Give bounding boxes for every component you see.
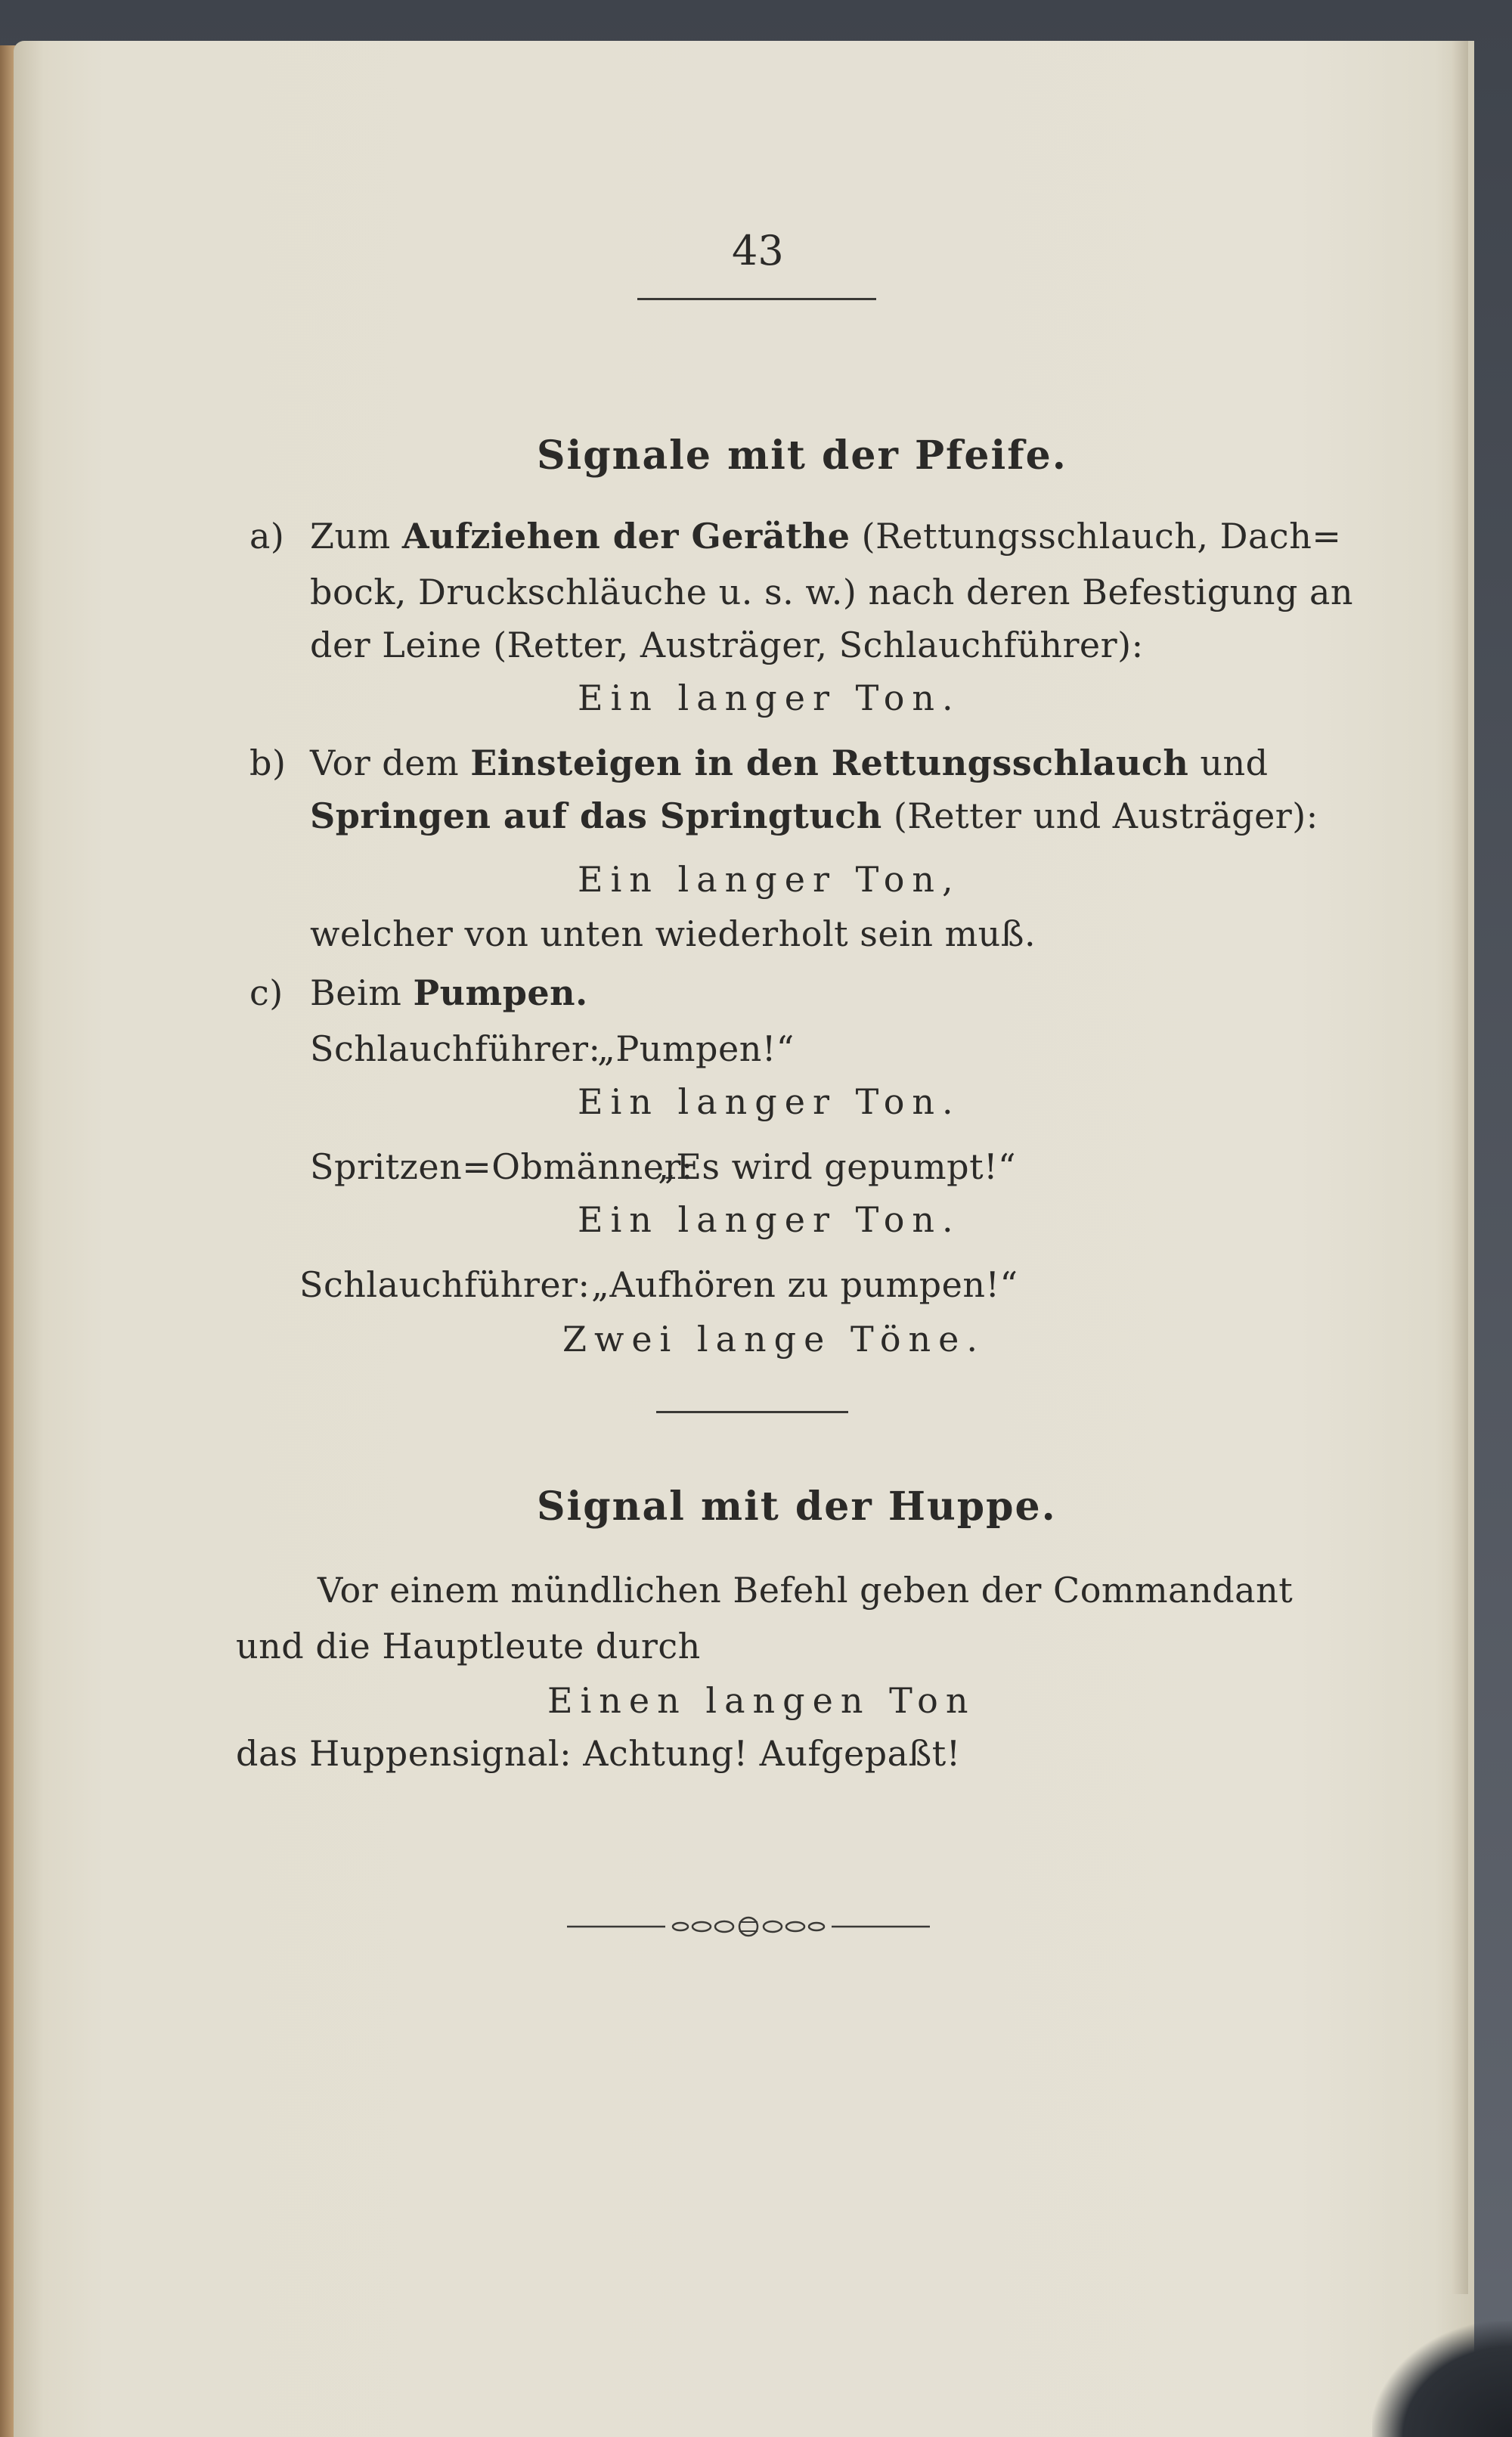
section2-signal: Einen langen Ton (547, 1680, 976, 1721)
dialog-signal-2: Ein langer Ton. (578, 1199, 961, 1240)
item-marker-a: a) (249, 516, 285, 557)
item-marker-c: c) (249, 972, 284, 1013)
section-divider-rule (656, 1411, 848, 1413)
dialog-speaker-3: Schlauchführer: (299, 1264, 590, 1305)
item-c-line1-pre: Beim (310, 972, 414, 1013)
item-b-line2-post: (Retter und Austräger): (881, 795, 1318, 836)
dialog-signal-1: Ein langer Ton. (578, 1081, 961, 1122)
section2-line2: und die Hauptleute durch (236, 1626, 701, 1667)
item-a-line1-post: (Rettungsschlauch, Dach= (850, 516, 1342, 557)
item-b-line1-post: und (1188, 743, 1269, 783)
item-b-line2 (310, 795, 1318, 836)
ornamental-end-rule (567, 1911, 930, 1942)
section2-line3: das Huppensignal: Achtung! Aufgepaßt! (236, 1733, 961, 1774)
item-a-line3: der Leine (Retter, Austräger, Schlauchführer): (310, 625, 1144, 665)
item-a-line1 (310, 516, 1341, 557)
item-a-line1-bold: Aufziehen der Geräthe (401, 516, 850, 557)
item-a-line1-pre: Zum (310, 516, 402, 557)
item-b-signal: Ein langer Ton, (578, 859, 961, 900)
dialog-call-3: „Aufhören zu pumpen!“ (591, 1264, 1018, 1305)
item-b-line1 (310, 743, 1269, 783)
item-c-line1 (310, 972, 588, 1013)
item-c-line1-bold: Pumpen. (413, 972, 588, 1013)
corner-shadow (1372, 2321, 1512, 2437)
item-b-line1-pre: Vor dem (310, 743, 471, 783)
dialog-speaker-1: Schlauchführer: (310, 1028, 601, 1069)
section-heading-huppe: Signal mit der Huppe. (537, 1484, 1057, 1530)
item-b-line1-bold: Einsteigen in den Rettungsschlauch (470, 743, 1189, 783)
item-a-signal: Ein langer Ton. (578, 677, 961, 718)
dialog-call-2: „Es wird gepumpt!“ (658, 1146, 1017, 1187)
section2-line1: Vor einem mündlichen Befehl geben der Commandant (318, 1570, 1294, 1611)
item-marker-b: b) (249, 743, 287, 783)
header-rule (637, 298, 876, 300)
section-heading-pfeife: Signale mit der Pfeife. (537, 433, 1067, 479)
dialog-signal-3: Zwei lange Töne. (562, 1319, 986, 1360)
dialog-speaker-2: Spritzen=Obmänner: (310, 1146, 693, 1187)
page-number: 43 (732, 227, 784, 274)
item-b-note: welcher von unten wiederholt sein muß. (310, 913, 1036, 954)
dialog-call-1: „Pumpen!“ (597, 1028, 795, 1069)
item-a-line2: bock, Druckschläuche u. s. w.) nach deren Befestigung an (310, 572, 1354, 612)
item-b-line2-bold: Springen auf das Springtuch (310, 795, 882, 836)
page-right-edge (1452, 41, 1468, 2294)
